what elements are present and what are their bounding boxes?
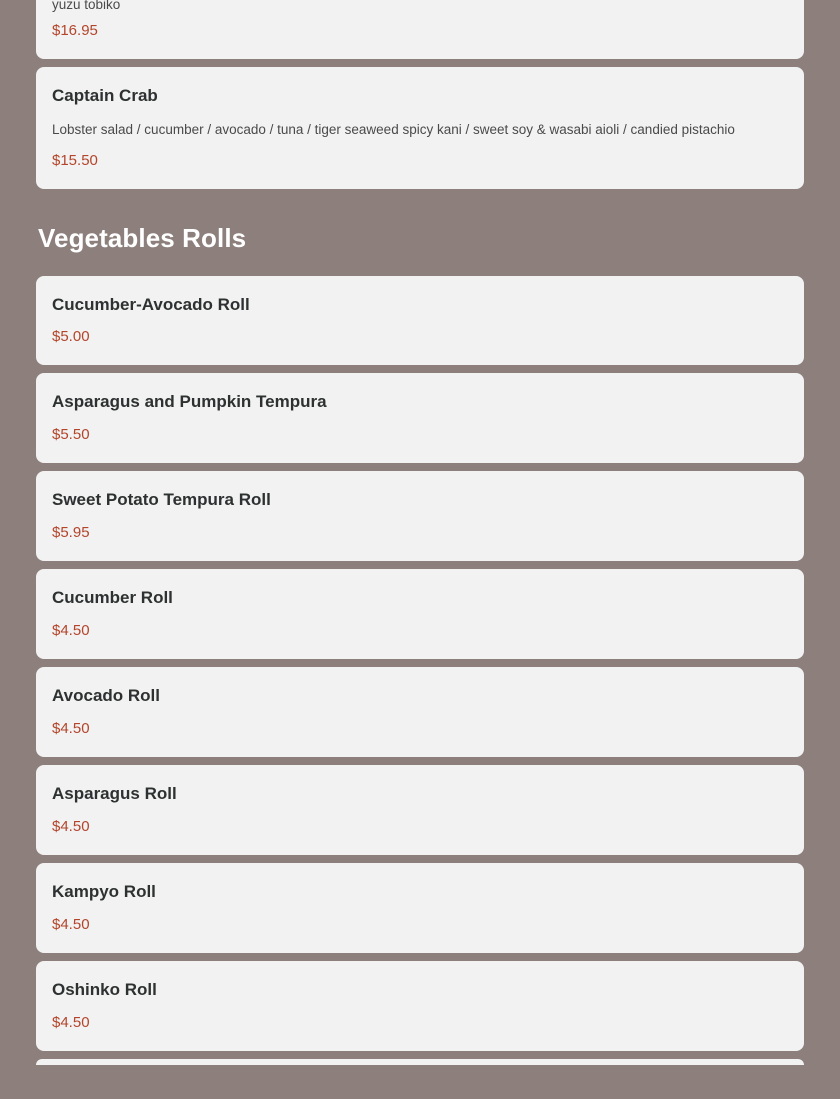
menu-item-card[interactable] xyxy=(36,569,804,659)
menu-item-card[interactable] xyxy=(36,373,804,463)
menu-item-price: $4.50 xyxy=(52,720,90,738)
menu-item-price: $16.95 xyxy=(52,22,98,39)
menu-item-card-partial[interactable] xyxy=(36,0,804,59)
menu-item-card[interactable] xyxy=(36,667,804,757)
menu-item-name: Captain Crab xyxy=(52,86,158,105)
menu-item-price: $4.50 xyxy=(52,916,90,934)
menu-item-name: Sweet Potato Tempura Roll xyxy=(52,490,271,510)
menu-item-price: $15.50 xyxy=(52,151,98,169)
menu-item-name: Cucumber Roll xyxy=(52,588,173,608)
menu-item-name: Kampyo Roll xyxy=(52,882,156,902)
menu-item-card[interactable] xyxy=(36,276,804,366)
section-title-vegetables-rolls: Vegetables Rolls xyxy=(38,222,247,253)
menu-item-card[interactable] xyxy=(36,67,804,189)
menu-item-description: yuzu tobiko xyxy=(52,0,121,12)
menu-item-name: Asparagus and Pumpkin Tempura xyxy=(52,392,327,412)
menu-item-name: Avocado Roll xyxy=(52,686,160,706)
menu-item-price: $4.50 xyxy=(52,818,90,836)
menu-content xyxy=(36,0,804,1065)
menu-item-price: $4.50 xyxy=(52,622,90,640)
menu-item-card[interactable] xyxy=(36,471,804,561)
menu-item-card-next-partial[interactable] xyxy=(36,1059,804,1065)
menu-item-price: $5.50 xyxy=(52,426,90,444)
menu-item-card[interactable] xyxy=(36,765,804,855)
menu-item-price: $5.95 xyxy=(52,524,90,542)
menu-item-price: $4.50 xyxy=(52,1014,90,1031)
menu-item-card[interactable] xyxy=(36,863,804,953)
menu-item-price: $5.00 xyxy=(52,328,90,346)
menu-item-name: Cucumber-Avocado Roll xyxy=(52,294,250,314)
menu-item-name: Asparagus Roll xyxy=(52,784,177,804)
menu-item-card[interactable] xyxy=(36,961,804,1051)
menu-item-description: Lobster salad / cucumber / avocado / tuna / tiger seaweed spicy kani / sweet soy & wasabi aioli / candied pistachio xyxy=(52,121,735,137)
menu-item-name: Oshinko Roll xyxy=(52,980,157,1000)
